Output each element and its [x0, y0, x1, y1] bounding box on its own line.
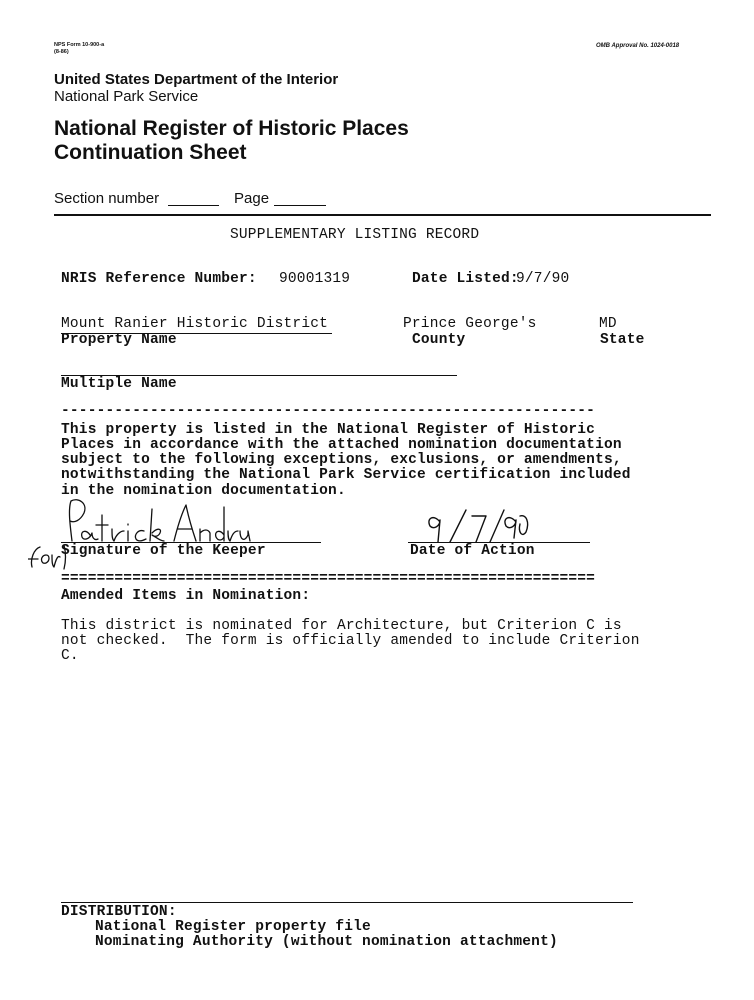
amended-line-3: C. [61, 648, 79, 664]
state-label: State [600, 332, 645, 348]
body-line-1: This property is listed in the National Register of Historic [61, 422, 596, 438]
form-number: NPS Form 10-900-a [54, 42, 105, 48]
header-divider [54, 214, 711, 216]
distribution-divider [61, 902, 633, 903]
amended-line-2: not checked. The form is officially amended to include Criterion [61, 633, 640, 649]
handwritten-signature-drawing [28, 495, 258, 575]
body-line-2: Places in accordance with the attached nomination documentation [61, 437, 622, 453]
section-number-label: Section number [54, 190, 160, 207]
date-of-action-label: Date of Action [410, 543, 535, 559]
property-name-label: Property Name [61, 332, 177, 348]
state-value: MD [599, 316, 617, 332]
date-listed-label: Date Listed: [412, 271, 519, 287]
nris-label: NRIS Reference Number: [61, 271, 257, 287]
title-line-1: National Register of Historic Places [54, 117, 409, 140]
record-heading: SUPPLEMENTARY LISTING RECORD [230, 227, 480, 243]
county-value: Prince George's [403, 316, 537, 332]
amended-line-1: This district is nominated for Architecture, but Criterion C is [61, 618, 622, 634]
multiple-name-label: Multiple Name [61, 376, 177, 392]
property-name: Mount Ranier Historic District [61, 316, 329, 332]
title-line-2: Continuation Sheet [54, 141, 247, 164]
county-label: County [412, 332, 466, 348]
page-label: Page [234, 190, 270, 207]
service-name: National Park Service [54, 88, 199, 105]
form-date: (8-86) [54, 49, 69, 55]
signature-label: Signature of the Keeper [61, 543, 266, 559]
body-line-4: notwithstanding the National Park Service certification included [61, 467, 631, 483]
date-listed-value: 9/7/90 [516, 271, 570, 287]
distribution-item-1: National Register property file [95, 919, 371, 935]
body-line-3: subject to the following exceptions, exclusions, or amendments, [61, 452, 622, 468]
dashed-separator: ------------------------------------------------------------ [61, 403, 596, 419]
handwritten-date-drawing [420, 508, 530, 544]
body-line-5: in the nomination documentation. [61, 483, 346, 499]
page-blank [274, 205, 326, 206]
department-name: United States Department of the Interior [54, 71, 339, 88]
double-separator: ============================================================ [61, 572, 596, 586]
section-number-blank [168, 205, 219, 206]
distribution-label: DISTRIBUTION: [61, 904, 177, 920]
omb-approval: OMB Approval No. 1024-0018 [596, 43, 680, 49]
distribution-item-2: Nominating Authority (without nomination attachment) [95, 934, 558, 950]
nris-value: 90001319 [279, 271, 351, 287]
amended-items-label: Amended Items in Nomination: [61, 588, 311, 604]
